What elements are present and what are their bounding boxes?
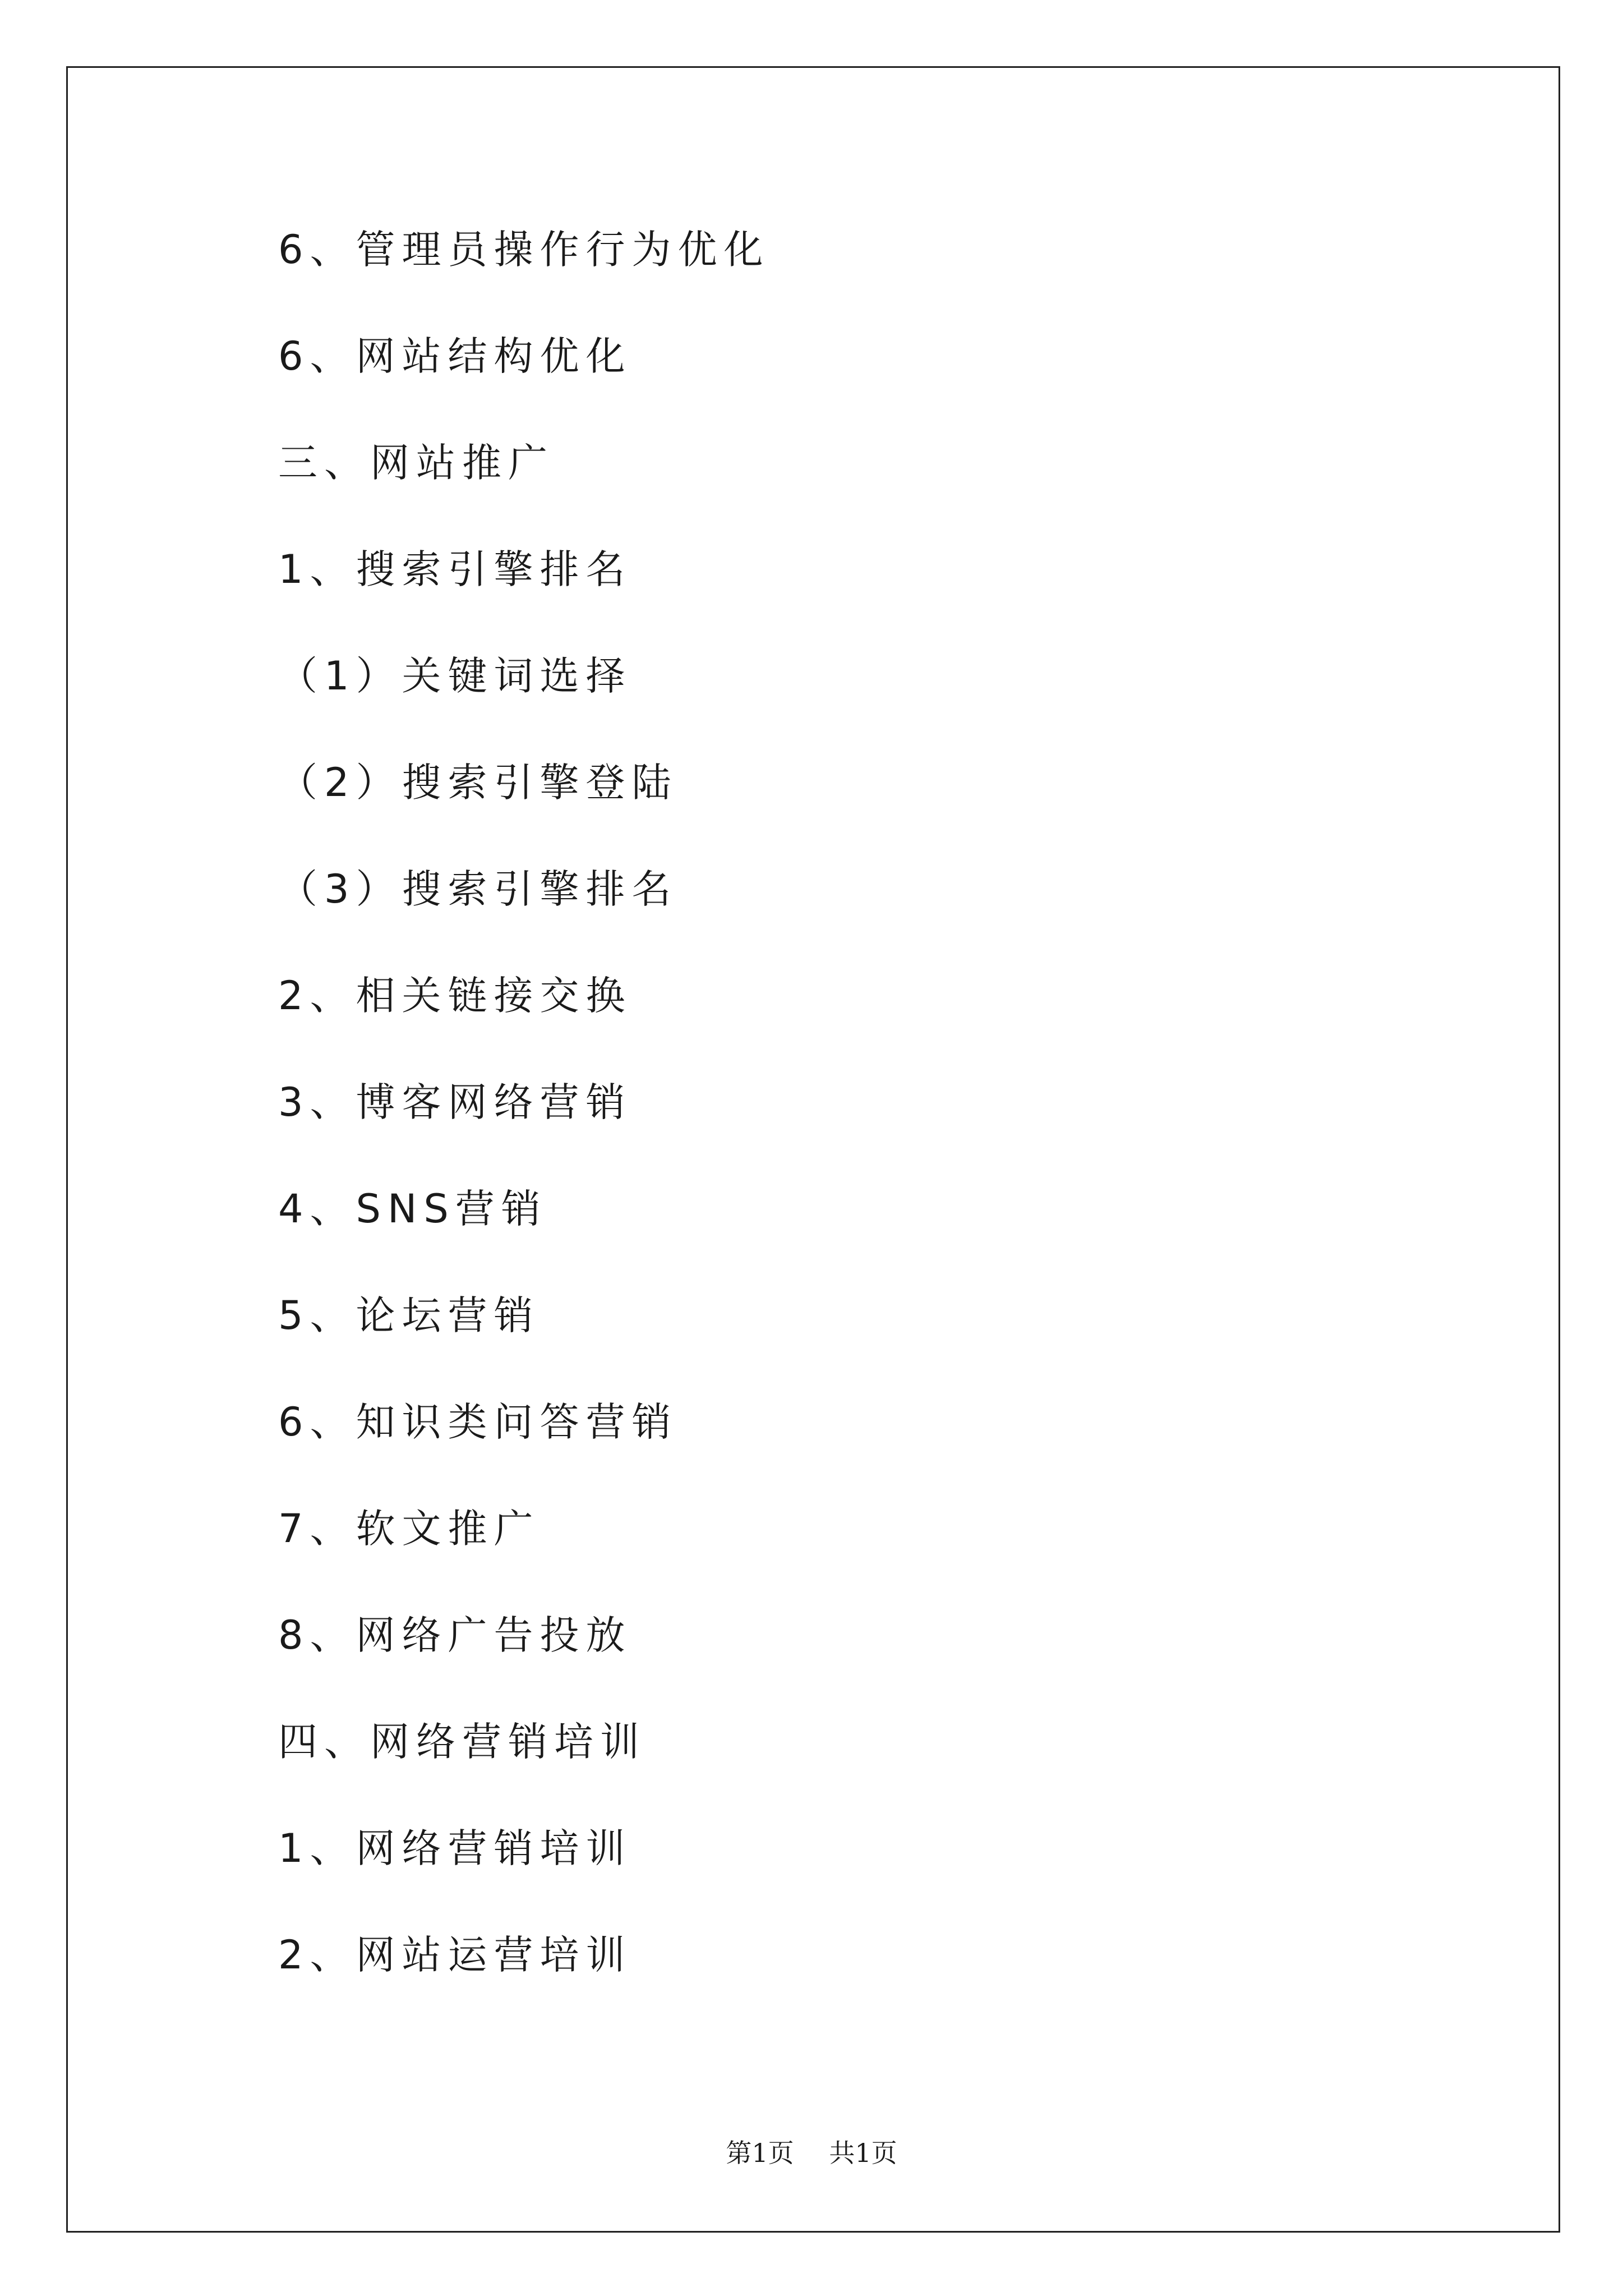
list-item: 1、网络营销培训 (278, 1825, 632, 1871)
list-item: 5、论坛营销 (278, 1292, 540, 1338)
sub-list-item: （1）关键词选择 (278, 653, 632, 699)
sub-list-item: （2）搜索引擎登陆 (278, 760, 678, 806)
document-body (278, 219, 1456, 2031)
list-item: 2、网站运营培训 (278, 1932, 632, 1978)
section-heading: 四、网络营销培训 (278, 1719, 646, 1765)
list-item: 4、SNS营销 (278, 1186, 547, 1232)
list-item: 1、搜索引擎排名 (278, 546, 632, 592)
page-number-current: 第1页 (726, 2138, 794, 2168)
sub-list-item: （3）搜索引擎排名 (278, 866, 678, 912)
page-number-total: 共1页 (829, 2138, 897, 2168)
page-footer (0, 2136, 1623, 2170)
list-item: 2、相关链接交换 (278, 973, 632, 1019)
list-item: 7、软文推广 (278, 1506, 540, 1552)
list-item: 3、博客网络营销 (278, 1079, 632, 1125)
list-item: 6、网站结构优化 (278, 333, 632, 379)
section-heading: 三、网站推广 (278, 440, 554, 486)
list-item: 6、知识类问答营销 (278, 1399, 678, 1445)
list-item: 6、管理员操作行为优化 (278, 227, 770, 273)
list-item: 8、网络广告投放 (278, 1612, 632, 1658)
